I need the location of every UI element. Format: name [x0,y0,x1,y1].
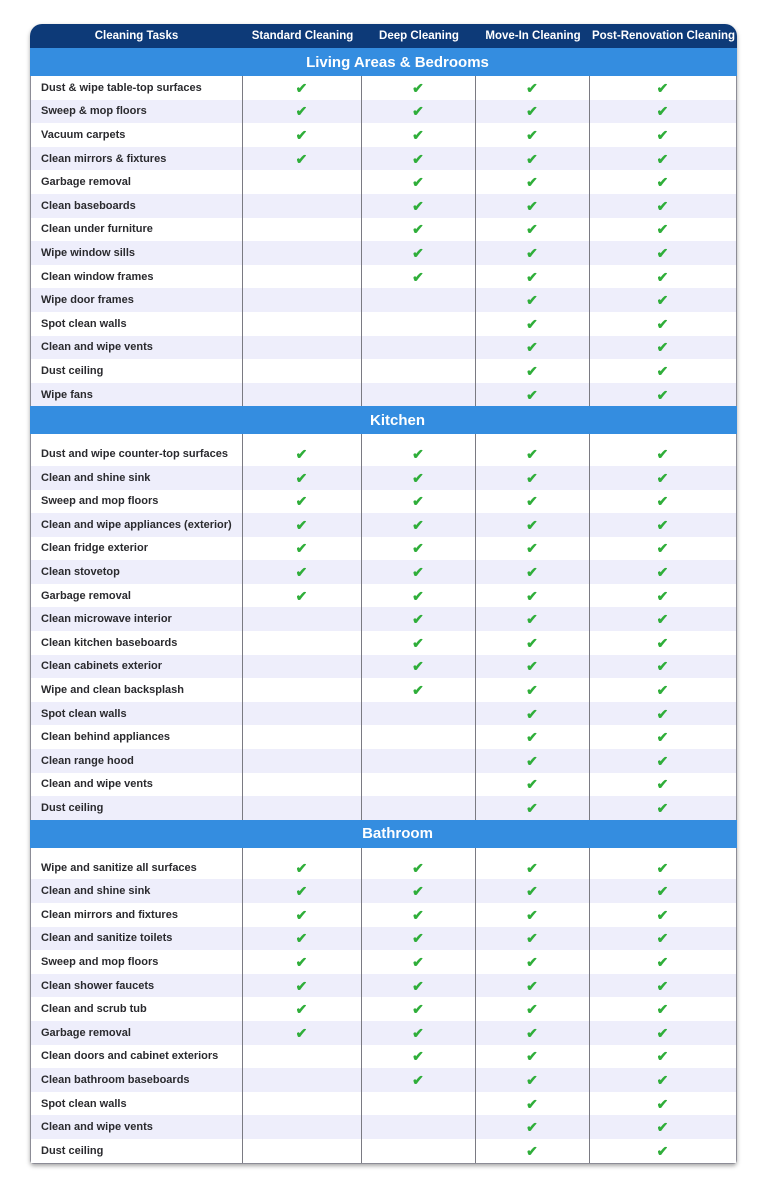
check-icon: ✔ [526,446,538,463]
column-divider [361,76,362,406]
table-row [31,655,736,679]
check-icon: ✔ [526,658,538,675]
check-icon: ✔ [656,883,669,900]
check-icon: ✔ [526,126,538,143]
check-icon: ✔ [656,292,669,309]
table-row [31,442,736,466]
check-icon: ✔ [656,174,669,191]
check-icon: ✔ [526,729,538,746]
check-icon: ✔ [656,682,669,699]
check-icon: ✔ [412,446,424,463]
check-icon: ✔ [656,800,669,817]
check-icon: ✔ [656,1071,669,1088]
task-label: Dust and wipe counter-top surfaces [41,448,229,461]
table-row [31,678,736,702]
check-icon: ✔ [295,516,308,533]
check-icon: ✔ [656,150,669,167]
table-row [31,927,736,951]
task-label: Sweep and mop floors [41,955,159,968]
check-icon: ✔ [412,587,424,604]
check-icon: ✔ [526,930,538,947]
check-icon: ✔ [526,859,538,876]
column-divider [475,76,476,406]
section-spacer [31,848,736,856]
table-row [31,702,736,726]
check-icon: ✔ [295,859,308,876]
check-icon: ✔ [656,564,669,581]
check-icon: ✔ [656,221,669,238]
table-row [31,725,736,749]
check-icon: ✔ [656,268,669,285]
check-icon: ✔ [295,953,308,970]
table-row [31,383,736,407]
check-icon: ✔ [526,540,538,557]
check-icon: ✔ [412,611,424,628]
check-icon: ✔ [526,268,538,285]
task-label: Dust ceiling [41,364,104,377]
table-row [31,773,736,797]
task-label: Clean and shine sink [41,471,151,484]
task-label: Clean range hood [41,754,134,767]
check-icon: ✔ [295,79,308,96]
check-icon: ✔ [526,705,538,722]
check-icon: ✔ [412,658,424,675]
check-icon: ✔ [656,729,669,746]
check-icon: ✔ [526,103,538,120]
check-icon: ✔ [656,540,669,557]
table-row [31,241,736,265]
task-label: Clean window frames [41,270,154,283]
table-row [31,903,736,927]
check-icon: ✔ [526,682,538,699]
check-icon: ✔ [526,493,538,510]
check-icon: ✔ [656,469,669,486]
check-icon: ✔ [656,386,669,403]
task-label: Wipe window sills [41,246,136,259]
task-label: Dust ceiling [41,1144,104,1157]
check-icon: ✔ [526,776,538,793]
column-divider [242,76,243,406]
table-row [31,100,736,124]
check-icon: ✔ [526,150,538,167]
check-icon: ✔ [412,244,424,261]
check-icon: ✔ [656,103,669,120]
check-icon: ✔ [656,776,669,793]
check-icon: ✔ [412,859,424,876]
check-icon: ✔ [526,977,538,994]
check-icon: ✔ [526,953,538,970]
col-header-post-renovation: Post-Renovation Cleaning [591,30,736,42]
table-row [31,856,736,880]
check-icon: ✔ [656,1024,669,1041]
check-icon: ✔ [412,197,424,214]
check-icon: ✔ [412,221,424,238]
table-row [31,170,736,194]
check-icon: ✔ [412,906,424,923]
col-header-deep: Deep Cleaning [379,30,459,42]
check-icon: ✔ [295,446,308,463]
table-row [31,607,736,631]
table-row [31,1139,736,1163]
check-icon: ✔ [656,1142,669,1159]
check-icon: ✔ [656,244,669,261]
task-label: Dust & wipe table-top surfaces [41,81,202,94]
check-icon: ✔ [526,1095,538,1112]
check-icon: ✔ [656,752,669,769]
check-icon: ✔ [656,79,669,96]
check-icon: ✔ [412,953,424,970]
check-icon: ✔ [295,883,308,900]
task-label: Spot clean walls [41,317,127,330]
table-row [31,1045,736,1069]
check-icon: ✔ [526,197,538,214]
check-icon: ✔ [526,906,538,923]
table-row [31,359,736,383]
task-label: Clean and wipe vents [41,1121,153,1134]
check-icon: ✔ [656,859,669,876]
column-divider [242,434,243,820]
task-label: Wipe and sanitize all surfaces [41,861,197,874]
check-icon: ✔ [656,1119,669,1136]
table-row [31,1115,736,1139]
check-icon: ✔ [412,1071,424,1088]
check-icon: ✔ [526,469,538,486]
task-label: Sweep & mop floors [41,105,147,118]
check-icon: ✔ [412,564,424,581]
section-header: Kitchen [30,406,737,434]
check-icon: ✔ [656,634,669,651]
section-rows [30,848,737,1164]
task-label: Clean stovetop [41,566,120,579]
check-icon: ✔ [656,930,669,947]
check-icon: ✔ [412,103,424,120]
task-label: Spot clean walls [41,707,127,720]
column-divider [242,848,243,1163]
table-row [31,490,736,514]
table-row [31,312,736,336]
task-label: Garbage removal [41,589,131,602]
table-row [31,749,736,773]
check-icon: ✔ [412,540,424,557]
task-label: Clean fridge exterior [41,542,148,555]
check-icon: ✔ [412,79,424,96]
check-icon: ✔ [526,174,538,191]
check-icon: ✔ [526,1119,538,1136]
table-row [31,560,736,584]
check-icon: ✔ [656,315,669,332]
check-icon: ✔ [295,930,308,947]
check-icon: ✔ [526,883,538,900]
check-icon: ✔ [295,126,308,143]
section-spacer [31,434,736,442]
check-icon: ✔ [656,953,669,970]
column-divider [589,434,590,820]
table-row [31,631,736,655]
check-icon: ✔ [295,587,308,604]
col-header-standard: Standard Cleaning [251,30,354,42]
check-icon: ✔ [526,362,538,379]
task-label: Clean shower faucets [41,979,155,992]
check-icon: ✔ [526,386,538,403]
check-icon: ✔ [412,174,424,191]
task-label: Clean and wipe vents [41,778,153,791]
table-row [31,1068,736,1092]
check-icon: ✔ [656,705,669,722]
table-row [31,796,736,820]
check-icon: ✔ [295,564,308,581]
check-icon: ✔ [526,79,538,96]
task-label: Sweep and mop floors [41,495,159,508]
check-icon: ✔ [526,800,538,817]
check-icon: ✔ [526,1071,538,1088]
check-icon: ✔ [656,977,669,994]
check-icon: ✔ [526,221,538,238]
task-label: Clean bathroom baseboards [41,1073,190,1086]
check-icon: ✔ [412,883,424,900]
cleaning-comparison-table [30,24,737,1164]
task-label: Wipe and clean backsplash [41,684,184,697]
check-icon: ✔ [526,1001,538,1018]
check-icon: ✔ [412,268,424,285]
task-label: Wipe door frames [41,294,134,307]
check-icon: ✔ [656,1001,669,1018]
table-header [30,24,737,48]
task-label: Clean doors and cabinet exteriors [41,1050,219,1063]
task-label: Clean baseboards [41,199,136,212]
task-label: Clean and sanitize toilets [41,932,173,945]
task-label: Wipe fans [41,388,93,401]
check-icon: ✔ [412,469,424,486]
table-row [31,194,736,218]
task-label: Clean and shine sink [41,885,151,898]
check-icon: ✔ [295,493,308,510]
task-label: Clean behind appliances [41,731,170,744]
task-label: Clean and wipe vents [41,341,153,354]
check-icon: ✔ [526,315,538,332]
check-icon: ✔ [656,493,669,510]
table-row [31,288,736,312]
table-row [31,336,736,360]
table-row [31,879,736,903]
check-icon: ✔ [412,1048,424,1065]
table-row [31,974,736,998]
column-divider [361,434,362,820]
task-label: Clean mirrors and fixtures [41,908,178,921]
task-label: Clean mirrors & fixtures [41,152,167,165]
check-icon: ✔ [295,1024,308,1041]
table-row [31,76,736,100]
check-icon: ✔ [656,362,669,379]
table-row [31,265,736,289]
task-label: Garbage removal [41,1026,131,1039]
task-label: Clean under furniture [41,223,153,236]
task-label: Vacuum carpets [41,128,126,141]
check-icon: ✔ [295,906,308,923]
task-label: Clean microwave interior [41,613,172,626]
check-icon: ✔ [656,587,669,604]
check-icon: ✔ [295,150,308,167]
check-icon: ✔ [295,540,308,557]
table-row [31,123,736,147]
check-icon: ✔ [295,469,308,486]
check-icon: ✔ [412,977,424,994]
check-icon: ✔ [295,1001,308,1018]
check-icon: ✔ [526,292,538,309]
check-icon: ✔ [526,587,538,604]
table-row [31,950,736,974]
check-icon: ✔ [526,244,538,261]
check-icon: ✔ [412,634,424,651]
check-icon: ✔ [412,150,424,167]
table-row [31,584,736,608]
column-divider [475,434,476,820]
check-icon: ✔ [656,339,669,356]
check-icon: ✔ [656,516,669,533]
check-icon: ✔ [526,564,538,581]
check-icon: ✔ [412,682,424,699]
task-label: Spot clean walls [41,1097,127,1110]
check-icon: ✔ [412,493,424,510]
section-header: Bathroom [30,820,737,848]
task-label: Garbage removal [41,176,131,189]
task-label: Clean and scrub tub [41,1003,147,1016]
table-row [31,466,736,490]
task-label: Clean kitchen baseboards [41,636,178,649]
column-divider [589,848,590,1163]
check-icon: ✔ [526,634,538,651]
table-row [31,537,736,561]
check-icon: ✔ [526,1142,538,1159]
col-header-tasks: Cleaning Tasks [94,30,179,42]
check-icon: ✔ [526,1048,538,1065]
check-icon: ✔ [526,516,538,533]
column-divider [361,848,362,1163]
check-icon: ✔ [656,1048,669,1065]
check-icon: ✔ [526,611,538,628]
check-icon: ✔ [656,658,669,675]
check-icon: ✔ [656,906,669,923]
section-rows [30,76,737,406]
table-row [31,513,736,537]
table-row [31,147,736,171]
check-icon: ✔ [656,1095,669,1112]
task-label: Clean and wipe appliances (exterior) [41,518,232,531]
check-icon: ✔ [656,611,669,628]
table-row [31,1092,736,1116]
check-icon: ✔ [412,1001,424,1018]
column-divider [475,848,476,1163]
check-icon: ✔ [412,516,424,533]
check-icon: ✔ [526,752,538,769]
col-header-move-in: Move-In Cleaning [485,30,581,42]
table-row [31,997,736,1021]
table-body [30,48,737,1164]
check-icon: ✔ [526,339,538,356]
column-divider [589,76,590,406]
check-icon: ✔ [412,1024,424,1041]
check-icon: ✔ [412,930,424,947]
check-icon: ✔ [656,126,669,143]
task-label: Dust ceiling [41,802,104,815]
check-icon: ✔ [412,126,424,143]
section-rows [30,434,737,820]
section-header: Living Areas & Bedrooms [30,48,737,76]
check-icon: ✔ [295,977,308,994]
check-icon: ✔ [526,1024,538,1041]
table-row [31,1021,736,1045]
check-icon: ✔ [295,103,308,120]
check-icon: ✔ [656,197,669,214]
task-label: Clean cabinets exterior [41,660,163,673]
check-icon: ✔ [656,446,669,463]
table-row [31,218,736,242]
